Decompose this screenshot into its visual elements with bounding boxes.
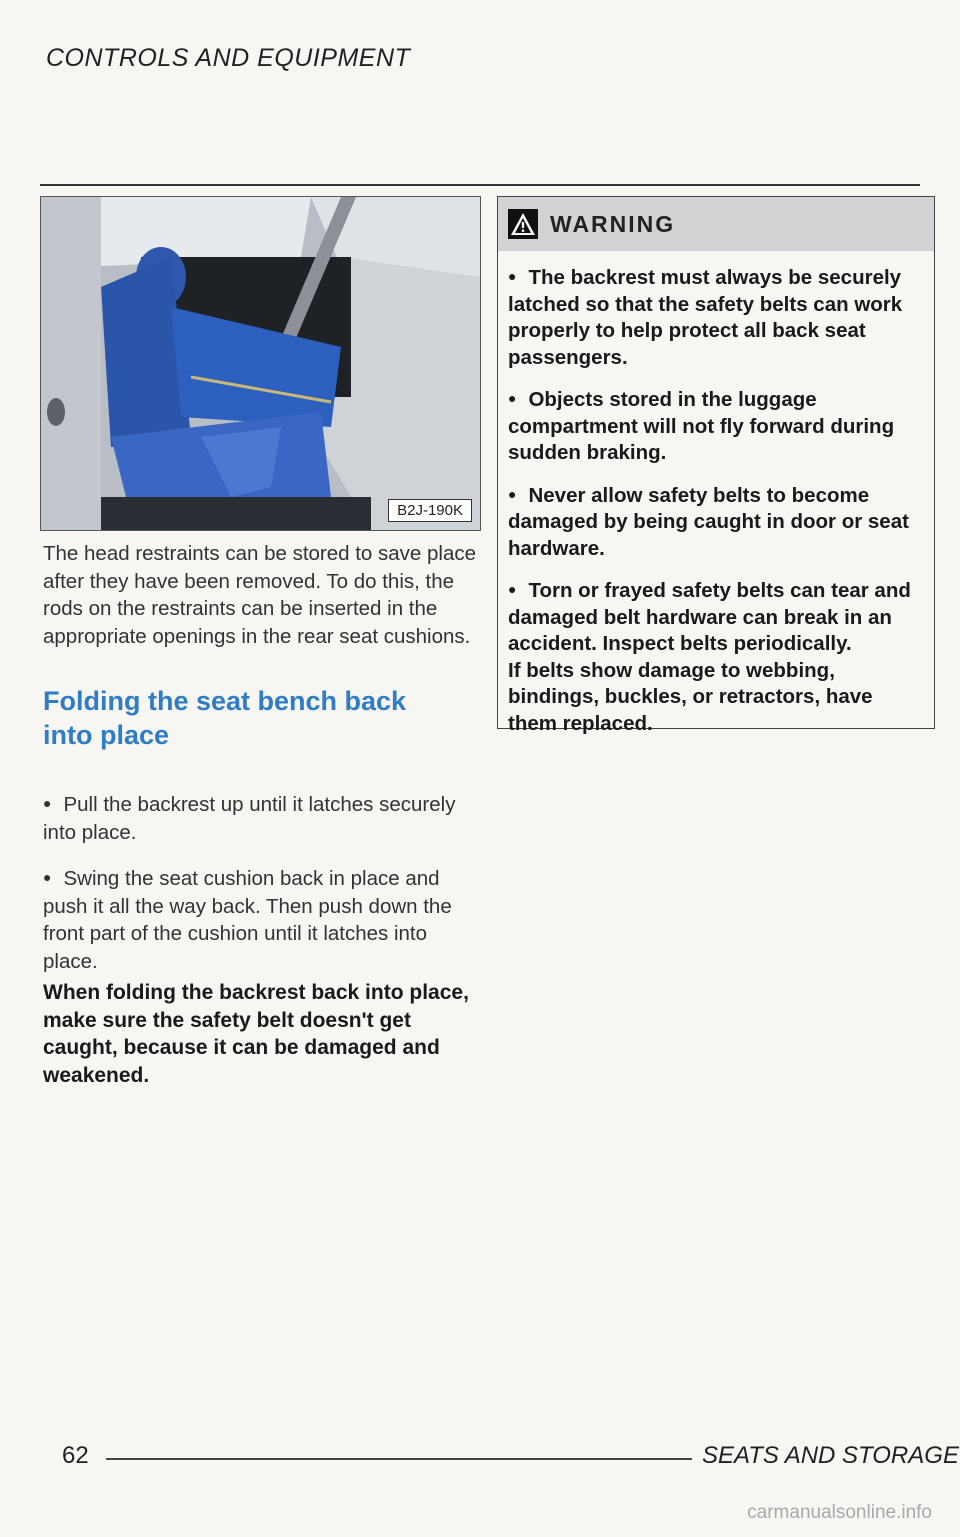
bullet-dot-icon: ● (43, 795, 52, 811)
warning-item-text: Never allow safety belts to become damaged by being caught in door or seat hardware. (508, 483, 909, 560)
bullet-dot-icon: ● (508, 390, 517, 406)
warning-item (508, 576, 924, 658)
warning-title: WARNING (550, 210, 676, 237)
warning-box (497, 196, 935, 735)
bullet-dot-icon: ● (508, 581, 517, 597)
section-heading-line1: Folding the seat bench back (43, 686, 407, 716)
warning-header (498, 197, 934, 251)
watermark: carmanualsonline.info (747, 1502, 932, 1523)
seat-photo-illustration (41, 197, 480, 530)
warning-item-text: Objects stored in the luggage compartment will not fly forward during sudden braking. (508, 388, 895, 464)
warning-item (508, 263, 924, 371)
warning-item-text: Torn or frayed safety belts can tear and damaged belt hardware can break in an accident. Inspect belts periodically. (508, 579, 911, 655)
step-text: Pull the backrest up until it latches securely into place. (43, 793, 456, 844)
warning-item (508, 481, 924, 563)
warning-item-text: The backrest must always be securely latched so that the safety belts can work properly to help protect all back seat passengers. (508, 266, 903, 369)
figure-code: B2J-190K (388, 499, 472, 522)
bullet-dot-icon: ● (43, 869, 52, 885)
footer-title: SEATS AND STORAGE (702, 1442, 959, 1469)
steps-list (43, 790, 479, 993)
section-title: CONTROLS AND EQUIPMENT (46, 44, 411, 72)
caution-note: When folding the backrest back into place, make sure the safety belt doesn't get caught, because it can be damaged and weakened. (43, 981, 469, 1087)
warning-item (508, 385, 924, 467)
section-heading (43, 684, 479, 752)
page-number: 62 (62, 1442, 89, 1469)
footer-rule (106, 1458, 692, 1460)
step-text: Swing the seat cushion back in place and push it all the way back. Then push down the front part of the cushion until it latches into place. (43, 867, 452, 973)
figure-caption: The head restraints can be stored to save place after they have been removed. To do this, the rods on the restraints can be inserted in the appropriate openings in the rear seat cushions. (43, 542, 477, 648)
warning-final: If belts show damage to webbing, bindings, buckles, or retractors, have them replaced. (508, 658, 873, 735)
warning-triangle-icon (508, 209, 538, 239)
section-heading-line2: into place (43, 720, 170, 750)
top-rule (40, 184, 920, 186)
step-item (43, 790, 479, 846)
bullet-dot-icon: ● (508, 485, 517, 502)
step-item (43, 864, 479, 975)
seat-photo (40, 196, 481, 531)
bullet-dot-icon: ● (508, 268, 517, 284)
warning-body (498, 251, 934, 737)
